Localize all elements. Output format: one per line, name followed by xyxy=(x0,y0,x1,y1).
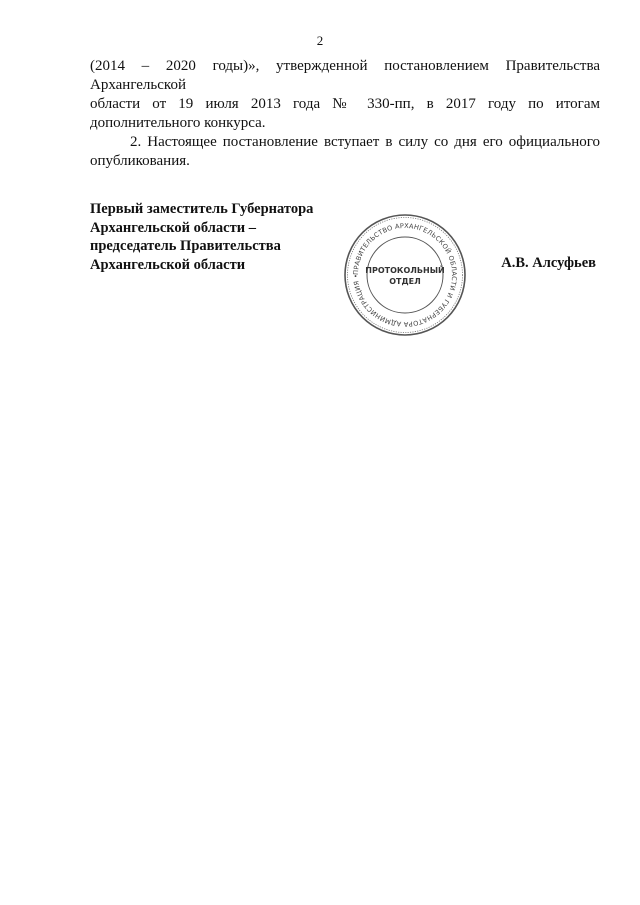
paragraph-2 xyxy=(90,133,600,171)
text-line: дополнительного конкурса. xyxy=(90,115,266,131)
paragraph-1 xyxy=(90,57,600,133)
stamp-center-line-1: ПРОТОКОЛЬНЫЙ xyxy=(365,266,445,275)
stamp-graphic xyxy=(343,213,467,337)
text-line: опубликования. xyxy=(90,153,190,169)
stamp-center-line-2: ОТДЕЛ xyxy=(389,277,421,286)
page-number: 2 xyxy=(316,33,324,48)
stamp-dotted-ring xyxy=(348,218,463,333)
signature-position-line: Архангельской области – xyxy=(90,219,256,236)
text-line: 2. Настоящее постановление вступает в силу со дня его официального xyxy=(130,134,600,150)
stamp-inner-ring xyxy=(367,237,443,313)
stamp-outer-ring xyxy=(345,215,465,335)
official-stamp xyxy=(343,213,467,337)
signature-position-line: Архангельской области xyxy=(90,256,246,273)
signer-name: А.В. Алсуфьев xyxy=(501,255,596,271)
signature-position xyxy=(90,200,313,274)
signature-position-line: Первый заместитель Губернатора xyxy=(90,201,314,217)
text-line: (2014 – 2020 годы)», утвержденной постановлением Правительства Архангельской xyxy=(90,58,600,93)
signature-position-line: председатель Правительства xyxy=(90,238,281,254)
stamp-ring-text: ПРАВИТЕЛЬСТВО АРХАНГЕЛЬСКОЙ ОБЛАСТИ И ГУБЕРНАТОРА АДМИНИСТРАЦИЯ • xyxy=(351,221,459,329)
document-body xyxy=(90,57,600,171)
text-line: области от 19 июля 2013 года № 330-пп, в 2017 году по итогам xyxy=(90,96,600,112)
